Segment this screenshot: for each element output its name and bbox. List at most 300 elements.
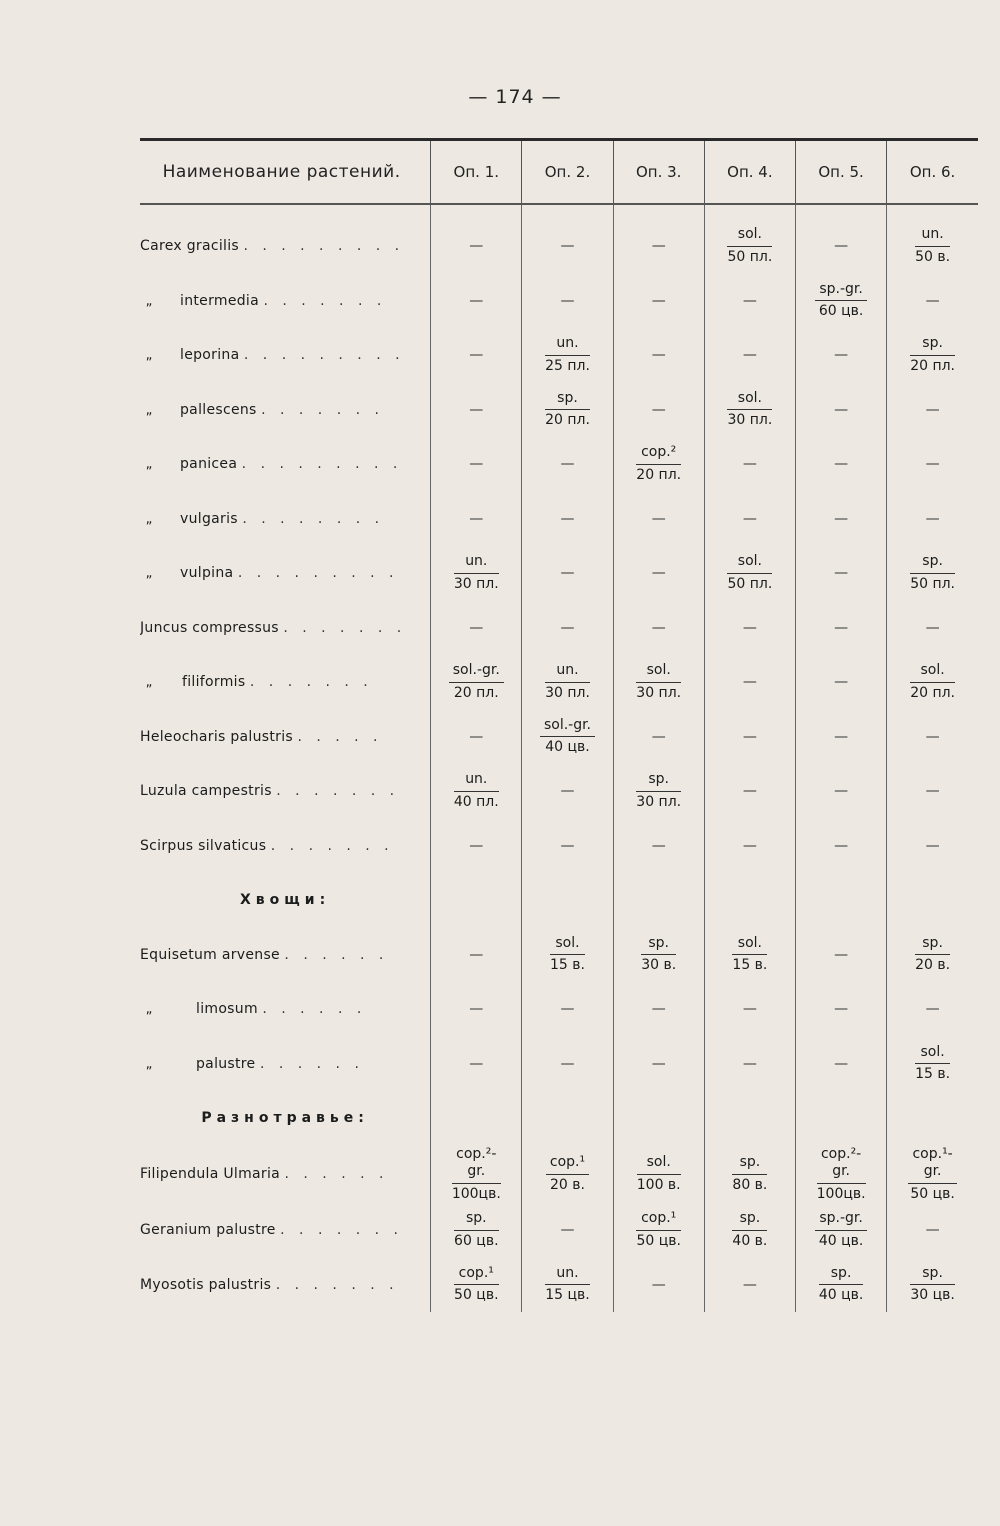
plant-name: vulpina — [180, 565, 234, 582]
abundance-fraction — [915, 1044, 950, 1084]
no-record-dash: — — [651, 1276, 666, 1293]
table-body — [140, 204, 978, 1312]
abundance-fraction — [636, 1210, 681, 1250]
plant-name: palustre — [196, 1055, 256, 1072]
no-record-dash: — — [560, 1222, 575, 1239]
observation-cell — [796, 819, 887, 874]
observation-cell — [431, 1203, 522, 1258]
observation-cell — [704, 819, 795, 874]
section-row — [140, 1091, 978, 1146]
abundance-fraction — [637, 1154, 681, 1194]
abundance-fraction — [727, 390, 772, 430]
table-row — [140, 1203, 978, 1258]
table-row — [140, 274, 978, 329]
abundance-value: sp. — [915, 935, 950, 956]
observation-cell — [613, 1037, 704, 1092]
count-value: 20 в. — [915, 957, 951, 974]
observation-cell — [613, 1146, 704, 1204]
ditto-mark: „ — [145, 675, 153, 691]
no-record-dash: — — [560, 619, 575, 636]
no-record-dash: — — [742, 619, 757, 636]
leader-dots: . . . . . . — [262, 1001, 367, 1018]
observation-cell — [796, 328, 887, 383]
observation-cell — [704, 546, 795, 601]
abundance-value: sp. — [545, 390, 590, 411]
count-value: 30 пл. — [453, 575, 499, 592]
abundance-fraction — [545, 335, 590, 375]
observation-cell — [887, 601, 978, 656]
abundance-fraction — [910, 662, 955, 702]
no-record-dash: — — [834, 837, 849, 854]
abundance-value: un. — [545, 335, 590, 356]
abundance-fraction — [545, 1265, 590, 1305]
leader-dots: . . . . . . . . — [242, 510, 385, 527]
abundance-value: un. — [454, 553, 499, 574]
observation-cell — [613, 437, 704, 492]
leader-dots: . . . . . . . — [276, 783, 400, 800]
leader-dots: . . . . . . . — [275, 1276, 399, 1293]
no-record-dash: — — [469, 510, 484, 527]
observation-cell — [796, 546, 887, 601]
no-record-dash: — — [834, 1001, 849, 1018]
observation-cell — [522, 383, 613, 438]
no-record-dash: — — [469, 728, 484, 745]
no-record-dash: — — [560, 565, 575, 582]
plant-name: Myosotis palustris — [140, 1276, 272, 1293]
section-row — [140, 873, 978, 928]
plant-name: Filipendula Ulmaria — [140, 1166, 281, 1183]
observation-cell — [613, 204, 704, 274]
abundance-value: sp. — [910, 1265, 955, 1286]
abundance-fraction — [545, 390, 590, 430]
table-row — [140, 982, 978, 1037]
no-record-dash: — — [469, 456, 484, 473]
observation-cell — [796, 764, 887, 819]
leader-dots: . . . . . . . — [249, 674, 373, 691]
observation-cell — [522, 1203, 613, 1258]
leader-dots: . . . . . . . . . — [243, 238, 405, 255]
abundance-value: cop.¹ — [454, 1265, 499, 1286]
observation-cell — [613, 328, 704, 383]
count-value: 15 в. — [550, 957, 585, 974]
no-record-dash: — — [742, 837, 757, 854]
abundance-fraction — [819, 1265, 864, 1305]
header-op-3: Оп. 3. — [613, 140, 704, 205]
plant-name: leporina — [180, 347, 240, 364]
observation-cell — [522, 928, 613, 983]
no-record-dash: — — [560, 238, 575, 255]
observation-cell — [796, 274, 887, 329]
observation-cell — [796, 710, 887, 765]
observation-cell — [887, 982, 978, 1037]
observation-cell — [522, 1258, 613, 1313]
no-record-dash: — — [742, 728, 757, 745]
count-value: 40 пл. — [453, 793, 499, 810]
count-value: 30 пл. — [636, 684, 682, 701]
no-record-dash: — — [469, 347, 484, 364]
table-row — [140, 1146, 978, 1204]
observation-cell — [613, 819, 704, 874]
no-record-dash: — — [469, 946, 484, 963]
header-plant-name: Наименование растений. — [140, 140, 431, 205]
count-value: 20 пл. — [545, 412, 590, 429]
abundance-value: sol. — [727, 226, 772, 247]
no-record-dash: — — [925, 401, 940, 418]
header-row — [140, 140, 978, 205]
abundance-fraction — [454, 1265, 499, 1305]
observation-cell — [887, 710, 978, 765]
abundance-fraction — [910, 553, 955, 593]
abundance-value: sol. — [915, 1044, 950, 1065]
observation-cell — [613, 982, 704, 1037]
table-row — [140, 546, 978, 601]
observation-cell — [613, 383, 704, 438]
observation-cell — [522, 492, 613, 547]
observation-cell — [887, 274, 978, 329]
leader-dots: . . . . . . . — [263, 292, 387, 309]
no-record-dash: — — [925, 1001, 940, 1018]
header-op-1: Оп. 1. — [431, 140, 522, 205]
abundance-value: sol. — [727, 390, 772, 411]
observation-cell — [704, 710, 795, 765]
no-record-dash: — — [742, 456, 757, 473]
no-record-dash: — — [742, 1276, 757, 1293]
observation-cell — [522, 437, 613, 492]
abundance-fraction — [540, 717, 595, 757]
no-record-dash: — — [834, 783, 849, 800]
no-record-dash: — — [469, 401, 484, 418]
plant-name-cell — [140, 492, 431, 547]
no-record-dash: — — [834, 510, 849, 527]
header-op-4: Оп. 4. — [704, 140, 795, 205]
no-record-dash: — — [834, 565, 849, 582]
abundance-value: sp. — [819, 1265, 864, 1286]
plant-name-cell — [140, 710, 431, 765]
count-value: 100 в. — [636, 1176, 681, 1193]
observation-cell — [431, 764, 522, 819]
abundance-value: sol. — [732, 935, 767, 956]
observation-cell — [796, 204, 887, 274]
observation-cell — [431, 1258, 522, 1313]
plant-name-cell — [140, 655, 431, 710]
no-record-dash: — — [560, 783, 575, 800]
observation-cell — [522, 982, 613, 1037]
no-record-dash: — — [651, 1055, 666, 1072]
observation-cell — [613, 546, 704, 601]
plant-name-cell — [140, 982, 431, 1037]
plant-name: pallescens — [180, 401, 257, 418]
observation-cell — [431, 710, 522, 765]
no-record-dash: — — [651, 728, 666, 745]
abundance-fraction — [732, 935, 767, 975]
plant-name-cell — [140, 764, 431, 819]
abundance-fraction — [910, 335, 955, 375]
leader-dots: . . . . . . . . . — [241, 456, 403, 473]
plant-name-cell — [140, 437, 431, 492]
observation-cell — [704, 492, 795, 547]
observation-cell — [704, 1203, 795, 1258]
no-record-dash: — — [925, 456, 940, 473]
abundance-value: sp. — [732, 1210, 767, 1231]
plant-name-cell — [140, 274, 431, 329]
observation-cell — [796, 492, 887, 547]
observation-cell — [887, 383, 978, 438]
no-record-dash: — — [925, 292, 940, 309]
no-record-dash: — — [925, 1222, 940, 1239]
ditto-mark: „ — [145, 348, 153, 364]
no-record-dash: — — [834, 728, 849, 745]
no-record-dash: — — [560, 837, 575, 854]
observation-cell — [431, 492, 522, 547]
header-op-6: Оп. 6. — [887, 140, 978, 205]
table-row — [140, 819, 978, 874]
abundance-value: cop.²- gr. — [817, 1146, 866, 1184]
observation-cell — [613, 601, 704, 656]
observation-cell — [522, 710, 613, 765]
observation-cell — [613, 1203, 704, 1258]
plant-name-cell — [140, 204, 431, 274]
no-record-dash: — — [742, 674, 757, 691]
abundance-value: un. — [915, 226, 950, 247]
no-record-dash: — — [469, 619, 484, 636]
no-record-dash: — — [834, 1055, 849, 1072]
observation-cell — [704, 764, 795, 819]
plant-name: intermedia — [180, 292, 259, 309]
no-record-dash: — — [651, 510, 666, 527]
empty-cell — [704, 1091, 795, 1146]
count-value: 40 цв. — [818, 1232, 864, 1249]
observation-cell — [704, 1037, 795, 1092]
no-record-dash: — — [925, 510, 940, 527]
abundance-value: sp. — [641, 935, 676, 956]
plant-name: Geranium palustre — [140, 1222, 276, 1239]
count-value: 100цв. — [816, 1185, 866, 1202]
observation-cell — [431, 1037, 522, 1092]
count-value: 20 пл. — [910, 357, 956, 374]
abundance-value: cop.¹ — [636, 1210, 681, 1231]
observation-cell — [431, 655, 522, 710]
observation-cell — [704, 274, 795, 329]
abundance-value: un. — [545, 662, 590, 683]
plant-name: Heleocharis palustris — [140, 728, 293, 745]
empty-cell — [613, 1091, 704, 1146]
no-record-dash: — — [469, 292, 484, 309]
leader-dots: . . . . . . . — [261, 401, 384, 418]
no-record-dash: — — [834, 674, 849, 691]
table-row — [140, 328, 978, 383]
observation-cell — [887, 1258, 978, 1313]
observation-cell — [796, 1258, 887, 1313]
observation-cell — [704, 204, 795, 274]
count-value: 50 в. — [915, 248, 951, 265]
count-value: 50 пл. — [727, 248, 773, 265]
observation-cell — [522, 328, 613, 383]
count-value: 80 в. — [732, 1176, 768, 1193]
abundance-value: cop.¹ — [546, 1154, 589, 1175]
leader-dots: . . . . . . — [284, 946, 389, 963]
observation-cell — [796, 383, 887, 438]
observation-cell — [887, 764, 978, 819]
no-record-dash: — — [469, 837, 484, 854]
abundance-fraction — [636, 771, 681, 811]
count-value: 30 пл. — [727, 412, 773, 429]
abundance-value: sol. — [727, 553, 772, 574]
table-row — [140, 601, 978, 656]
table-row — [140, 655, 978, 710]
leader-dots: . . . . . . . . . — [243, 347, 405, 364]
plant-name-cell — [140, 383, 431, 438]
observation-cell — [522, 274, 613, 329]
page-number: — 174 — — [468, 86, 562, 108]
abundance-fraction — [908, 1146, 956, 1204]
no-record-dash: — — [742, 347, 757, 364]
no-record-dash: — — [742, 783, 757, 800]
table-row — [140, 764, 978, 819]
abundance-value: cop.² — [636, 444, 681, 465]
count-value: 50 цв. — [636, 1232, 681, 1249]
no-record-dash: — — [834, 347, 849, 364]
leader-dots: . . . . . . . . . — [237, 565, 399, 582]
leader-dots: . . . . . . — [284, 1166, 389, 1183]
observation-cell — [613, 928, 704, 983]
count-value: 30 в. — [641, 957, 677, 974]
observation-cell — [887, 492, 978, 547]
empty-cell — [431, 1091, 522, 1146]
observation-cell — [522, 601, 613, 656]
empty-cell — [431, 873, 522, 928]
observation-cell — [704, 437, 795, 492]
table-row — [140, 383, 978, 438]
abundance-fraction — [636, 662, 681, 702]
no-record-dash: — — [742, 510, 757, 527]
observation-cell — [887, 655, 978, 710]
observation-cell — [796, 928, 887, 983]
no-record-dash: — — [469, 238, 484, 255]
no-record-dash: — — [834, 456, 849, 473]
no-record-dash: — — [651, 238, 666, 255]
observation-cell — [431, 383, 522, 438]
observation-cell — [522, 1146, 613, 1204]
observation-cell — [522, 655, 613, 710]
observation-cell — [613, 710, 704, 765]
ditto-mark: „ — [145, 566, 153, 582]
count-value: 20 в. — [550, 1176, 585, 1193]
abundance-fraction — [727, 553, 772, 593]
no-record-dash: — — [651, 292, 666, 309]
abundance-fraction — [732, 1210, 767, 1250]
abundance-fraction — [915, 226, 950, 266]
no-record-dash: — — [469, 1001, 484, 1018]
abundance-value: sol. — [910, 662, 955, 683]
plant-name-cell — [140, 1203, 431, 1258]
empty-cell — [613, 873, 704, 928]
observation-cell — [796, 655, 887, 710]
header-op-5: Оп. 5. — [796, 140, 887, 205]
abundance-fraction — [452, 1146, 501, 1204]
plant-name: Juncus compressus — [140, 619, 279, 636]
ditto-mark: „ — [145, 1002, 153, 1018]
empty-cell — [522, 1091, 613, 1146]
count-value: 20 пл. — [910, 684, 956, 701]
leader-dots: . . . . . . — [259, 1055, 364, 1072]
observation-cell — [704, 928, 795, 983]
plant-name-cell — [140, 1146, 431, 1204]
no-record-dash: — — [834, 619, 849, 636]
section-heading: Разнотравье: — [201, 1110, 369, 1127]
abundance-fraction — [815, 1210, 867, 1250]
leader-dots: . . . . . . . — [280, 1222, 404, 1239]
observation-cell — [431, 819, 522, 874]
abundance-fraction — [546, 1154, 589, 1194]
no-record-dash: — — [469, 1055, 484, 1072]
no-record-dash: — — [834, 946, 849, 963]
empty-cell — [522, 873, 613, 928]
section-heading: Хвощи: — [240, 892, 331, 909]
plant-name-cell — [140, 1258, 431, 1313]
abundance-value: sp. — [910, 553, 955, 574]
table-row — [140, 1258, 978, 1313]
observation-cell — [522, 1037, 613, 1092]
count-value: 60 цв. — [818, 303, 864, 320]
no-record-dash: — — [925, 783, 940, 800]
count-value: 40 цв. — [818, 1287, 864, 1304]
abundance-fraction — [550, 935, 585, 975]
observation-cell — [704, 383, 795, 438]
count-value: 50 цв. — [454, 1287, 499, 1304]
abundance-fraction — [454, 553, 499, 593]
plant-name: limosum — [196, 1001, 258, 1018]
no-record-dash: — — [651, 1001, 666, 1018]
no-record-dash: — — [651, 565, 666, 582]
count-value: 15 в. — [915, 1066, 951, 1083]
observation-cell — [431, 601, 522, 656]
observation-cell — [613, 655, 704, 710]
count-value: 100цв. — [451, 1185, 501, 1202]
observation-cell — [887, 204, 978, 274]
observation-cell — [431, 204, 522, 274]
plant-name-cell — [140, 601, 431, 656]
leader-dots: . . . . . . . — [283, 619, 407, 636]
no-record-dash: — — [742, 292, 757, 309]
plant-name-cell — [140, 328, 431, 383]
observation-cell — [704, 1146, 795, 1204]
count-value: 30 цв. — [910, 1287, 955, 1304]
abundance-fraction — [454, 1210, 499, 1250]
observation-cell — [704, 601, 795, 656]
no-record-dash: — — [742, 1055, 757, 1072]
no-record-dash: — — [651, 619, 666, 636]
abundance-value: sol.-gr. — [540, 717, 595, 738]
observation-cell — [796, 982, 887, 1037]
abundance-fraction — [727, 226, 772, 266]
empty-cell — [704, 873, 795, 928]
header-op-2: Оп. 2. — [522, 140, 613, 205]
observation-cell — [887, 819, 978, 874]
abundance-fraction — [915, 935, 950, 975]
observation-cell — [887, 437, 978, 492]
observation-cell — [887, 546, 978, 601]
no-record-dash: — — [834, 401, 849, 418]
plant-name: Equisetum arvense — [140, 946, 280, 963]
no-record-dash: — — [560, 456, 575, 473]
abundance-value: sp. — [732, 1154, 767, 1175]
empty-cell — [887, 873, 978, 928]
no-record-dash: — — [560, 1001, 575, 1018]
table-row — [140, 1037, 978, 1092]
plant-name: Carex gracilis — [140, 238, 239, 255]
count-value: 50 пл. — [727, 575, 773, 592]
no-record-dash: — — [560, 510, 575, 527]
